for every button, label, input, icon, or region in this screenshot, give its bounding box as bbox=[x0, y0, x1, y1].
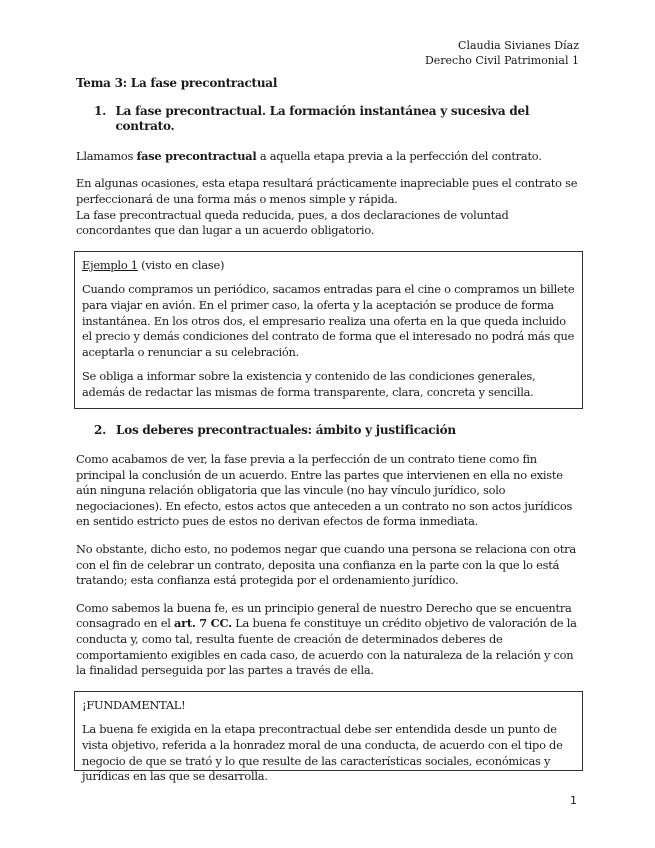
paragraph-occasions: En algunas ocasiones, esta etapa resultará prácticamente inapreciable pues el contrato se perfeccionará de una forma más o menos simple y rápida. bbox=[76, 176, 578, 206]
paragraph-reduced-phase: La fase precontractual queda reducida, pues, a dos declaraciones de voluntad concordantes que dan lugar a un acuerdo obligatorio. bbox=[76, 207, 509, 238]
paragraph-previous-phase: Como acabamos de ver, la fase previa a la perfección de un contrato tiene como fin principal la conclusión de un acuerdo. Entre las partes que intervienen en ella no existe aún ninguna relación obligatoria que las vincule (no hay vínculo jurídico, solo negociaciones). En efecto, estos actos que anteceden a un contrato no son actos jurídicos en sentido estricto pues de estos no derivan efectos de forma inmediata. bbox=[76, 452, 573, 529]
fundamental-text: La buena fe exigida en la etapa precontractual debe ser entendida desde un punto de vista objetivo, referida a la honradez moral de una conducta, de acuerdo con el tipo de negocio de que se trató y lo que resulte de las características sociales, económicas y jurídicas en las que se desarrolla. bbox=[82, 722, 563, 784]
section-1-heading bbox=[76, 104, 581, 135]
section-2-heading bbox=[76, 423, 581, 439]
paragraph-trust: No obstante, dicho esto, no podemos negar que cuando una persona se relaciona con otra con el fin de celebrar un contrato, deposita una confianza en la parte con la que lo está tratando; esta confianza está protegida por el ordenamiento jurídico. bbox=[76, 542, 576, 588]
document-body bbox=[76, 76, 581, 785]
fundamental-label: ¡FUNDAMENTAL! bbox=[82, 697, 186, 712]
page-number: 1 bbox=[570, 794, 577, 807]
header-author: Claudia Sivianes Díaz bbox=[458, 39, 579, 52]
para1-bold-term: fase precontractual bbox=[136, 148, 257, 163]
fundamental-box bbox=[74, 691, 583, 784]
section-2-number: 2. bbox=[94, 422, 107, 437]
paragraph-good-faith bbox=[76, 601, 581, 679]
page-header bbox=[425, 38, 579, 68]
para5-text-before: Como sabemos la buena fe, es un principio general de nuestro Derecho que se encuentra consagrado en el bbox=[76, 600, 572, 631]
para5-article-ref: art. 7 CC. bbox=[173, 616, 232, 631]
example-box-label bbox=[82, 258, 575, 274]
example-text-2: Se obliga a informar sobre la existencia y contenido de las condiciones generales, además de redactar las mismas de forma transparente, clara, concreta y sencilla. bbox=[82, 369, 536, 399]
para1-text-before: Llamamos bbox=[76, 148, 137, 163]
section-1-number: 1. bbox=[94, 103, 107, 118]
example-label: Ejemplo 1 bbox=[82, 257, 138, 272]
example-text-1: Cuando compramos un periódico, sacamos entradas para el cine o compramos un billete para viajar en avión. En el primer caso, la oferta y la aceptación se produce de forma instantánea. En los otros dos, el empresario realiza una oferta en la que queda incluido el precio y demás condiciones del contrato de forma que el interesado no podrá más que aceptarla o renunciar a su celebración. bbox=[82, 282, 575, 359]
document-title: Tema 3: La fase precontractual bbox=[76, 76, 278, 90]
section-1-title: La fase precontractual. La formación instantánea y sucesiva del contrato. bbox=[115, 103, 530, 134]
paragraph-definition bbox=[76, 149, 581, 165]
example-box bbox=[74, 251, 583, 409]
example-label-suffix: (visto en clase) bbox=[137, 257, 225, 272]
para1-text-after: a aquella etapa previa a la perfección del contrato. bbox=[256, 148, 542, 163]
header-course: Derecho Civil Patrimonial 1 bbox=[424, 54, 579, 67]
section-2-title: Los deberes precontractuales: ámbito y justificación bbox=[116, 422, 456, 437]
para5-text-after: La buena fe constituye un crédito objetivo de valoración de la conducta y, como tal, resulta fuente de creación de determinados deberes de comportamiento exigibles en cada caso, de acuerdo con la naturaleza de la relación y con la finalidad perseguida por las partes a través de ella. bbox=[76, 616, 577, 678]
